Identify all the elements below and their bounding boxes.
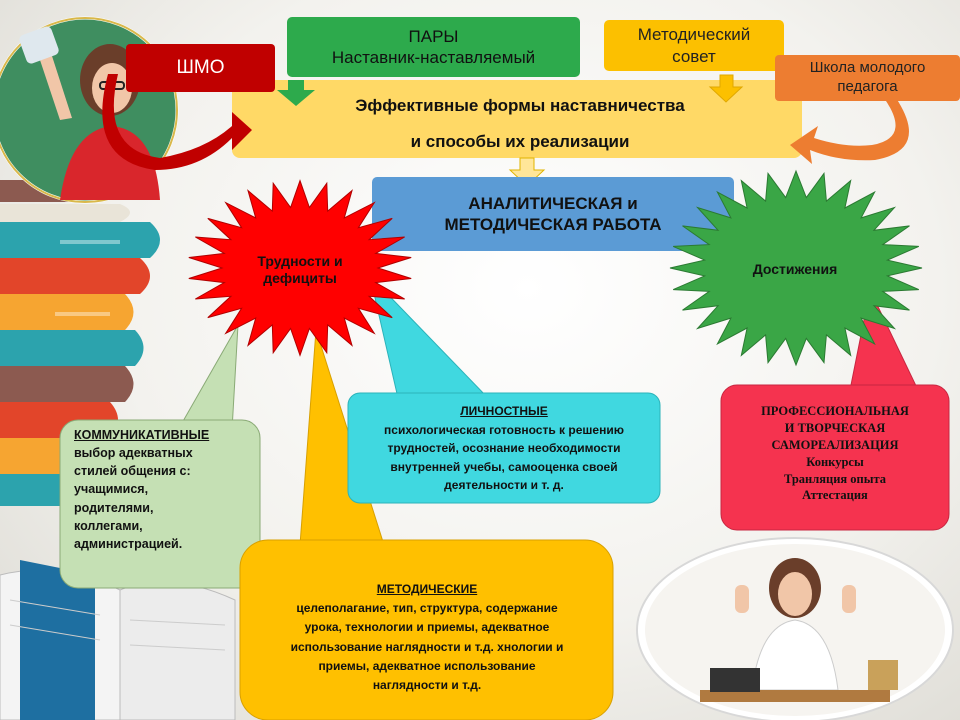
communicative-line: стилей общения с: (74, 464, 191, 479)
young-teacher-curved-arrow (790, 98, 909, 164)
professional-title-line: И ТВОРЧЕСКАЯ (784, 420, 886, 435)
professional-item: Аттестация (802, 488, 868, 503)
young-teacher-label (775, 55, 960, 101)
professional-title-line: САМОРЕАЛИЗАЦИЯ (771, 437, 899, 452)
methodical-text (252, 580, 602, 695)
methodical-line: урока, технологии и приемы, адекватное (304, 620, 550, 635)
personal-line: внутренней учебы, самооценка своей (390, 459, 618, 474)
communicative-line: выбор адекватных (74, 446, 193, 461)
methodical-title: МЕТОДИЧЕСКИЕ (376, 582, 478, 596)
young-teacher-line-2: педагога (837, 78, 898, 95)
professional-item: Конкурсы (806, 454, 864, 469)
achievements-label (720, 255, 870, 285)
methodical-line: наглядности и т.д. (372, 677, 482, 692)
professional-item: Транляция опыта (783, 471, 887, 486)
communicative-line: учащимися, (74, 482, 149, 497)
personal-line: деятельности и т. д. (444, 478, 564, 493)
personal-line: трудностей, осознание необходимости (387, 441, 621, 456)
smiling-woman-photo (637, 538, 953, 720)
communicative-line: администрацией. (74, 536, 183, 551)
communicative-title: КОММУНИКАТИВНЫЕ (74, 428, 210, 442)
method-council-label (604, 20, 784, 71)
difficulties-line-2: дефициты (263, 270, 337, 286)
main-forms-line-1: Эффективные формы наставничества (355, 96, 685, 115)
main-forms-line-2: и способы их реализации (410, 132, 630, 151)
communicative-line: родителями, (74, 500, 154, 515)
pairs-label (287, 17, 580, 77)
personal-text (352, 402, 656, 495)
pairs-line-2: Наставник-наставляемый (331, 48, 536, 67)
pairs-line-1: ПАРЫ (408, 26, 459, 46)
shmo-label (126, 44, 275, 92)
communicative-text (74, 426, 254, 553)
center-line-2: МЕТОДИЧЕСКАЯ РАБОТА (444, 215, 662, 234)
center-line-1: АНАЛИТИЧЕСКАЯ и (468, 193, 638, 213)
methodical-line: целеполагание, тип, структура, содержание (296, 601, 558, 616)
method-council-line-2: совет (672, 46, 716, 66)
professional-text (725, 403, 945, 504)
communicative-line: коллегами, (74, 518, 143, 533)
shmo-text: ШМО (176, 57, 225, 79)
difficulties-label (225, 242, 375, 298)
young-teacher-line-1: Школа молодого (809, 59, 926, 77)
personal-line: психологическая готовность к решению (384, 422, 624, 437)
difficulties-line-1: Трудности и (257, 252, 343, 269)
method-council-line-1: Методический (637, 25, 751, 45)
achievements-text: Достижения (752, 261, 838, 278)
center-analytic-label (372, 177, 734, 251)
methodical-line: приемы, адекватное использование (318, 658, 536, 673)
methodical-line: использование наглядности и т.д. хнологии и (290, 639, 564, 654)
professional-title-line: ПРОФЕССИОНАЛЬНАЯ (761, 404, 909, 418)
communicative-tail (178, 325, 238, 430)
main-forms-title (300, 88, 740, 160)
personal-title: ЛИЧНОСТНЫЕ (460, 404, 548, 418)
